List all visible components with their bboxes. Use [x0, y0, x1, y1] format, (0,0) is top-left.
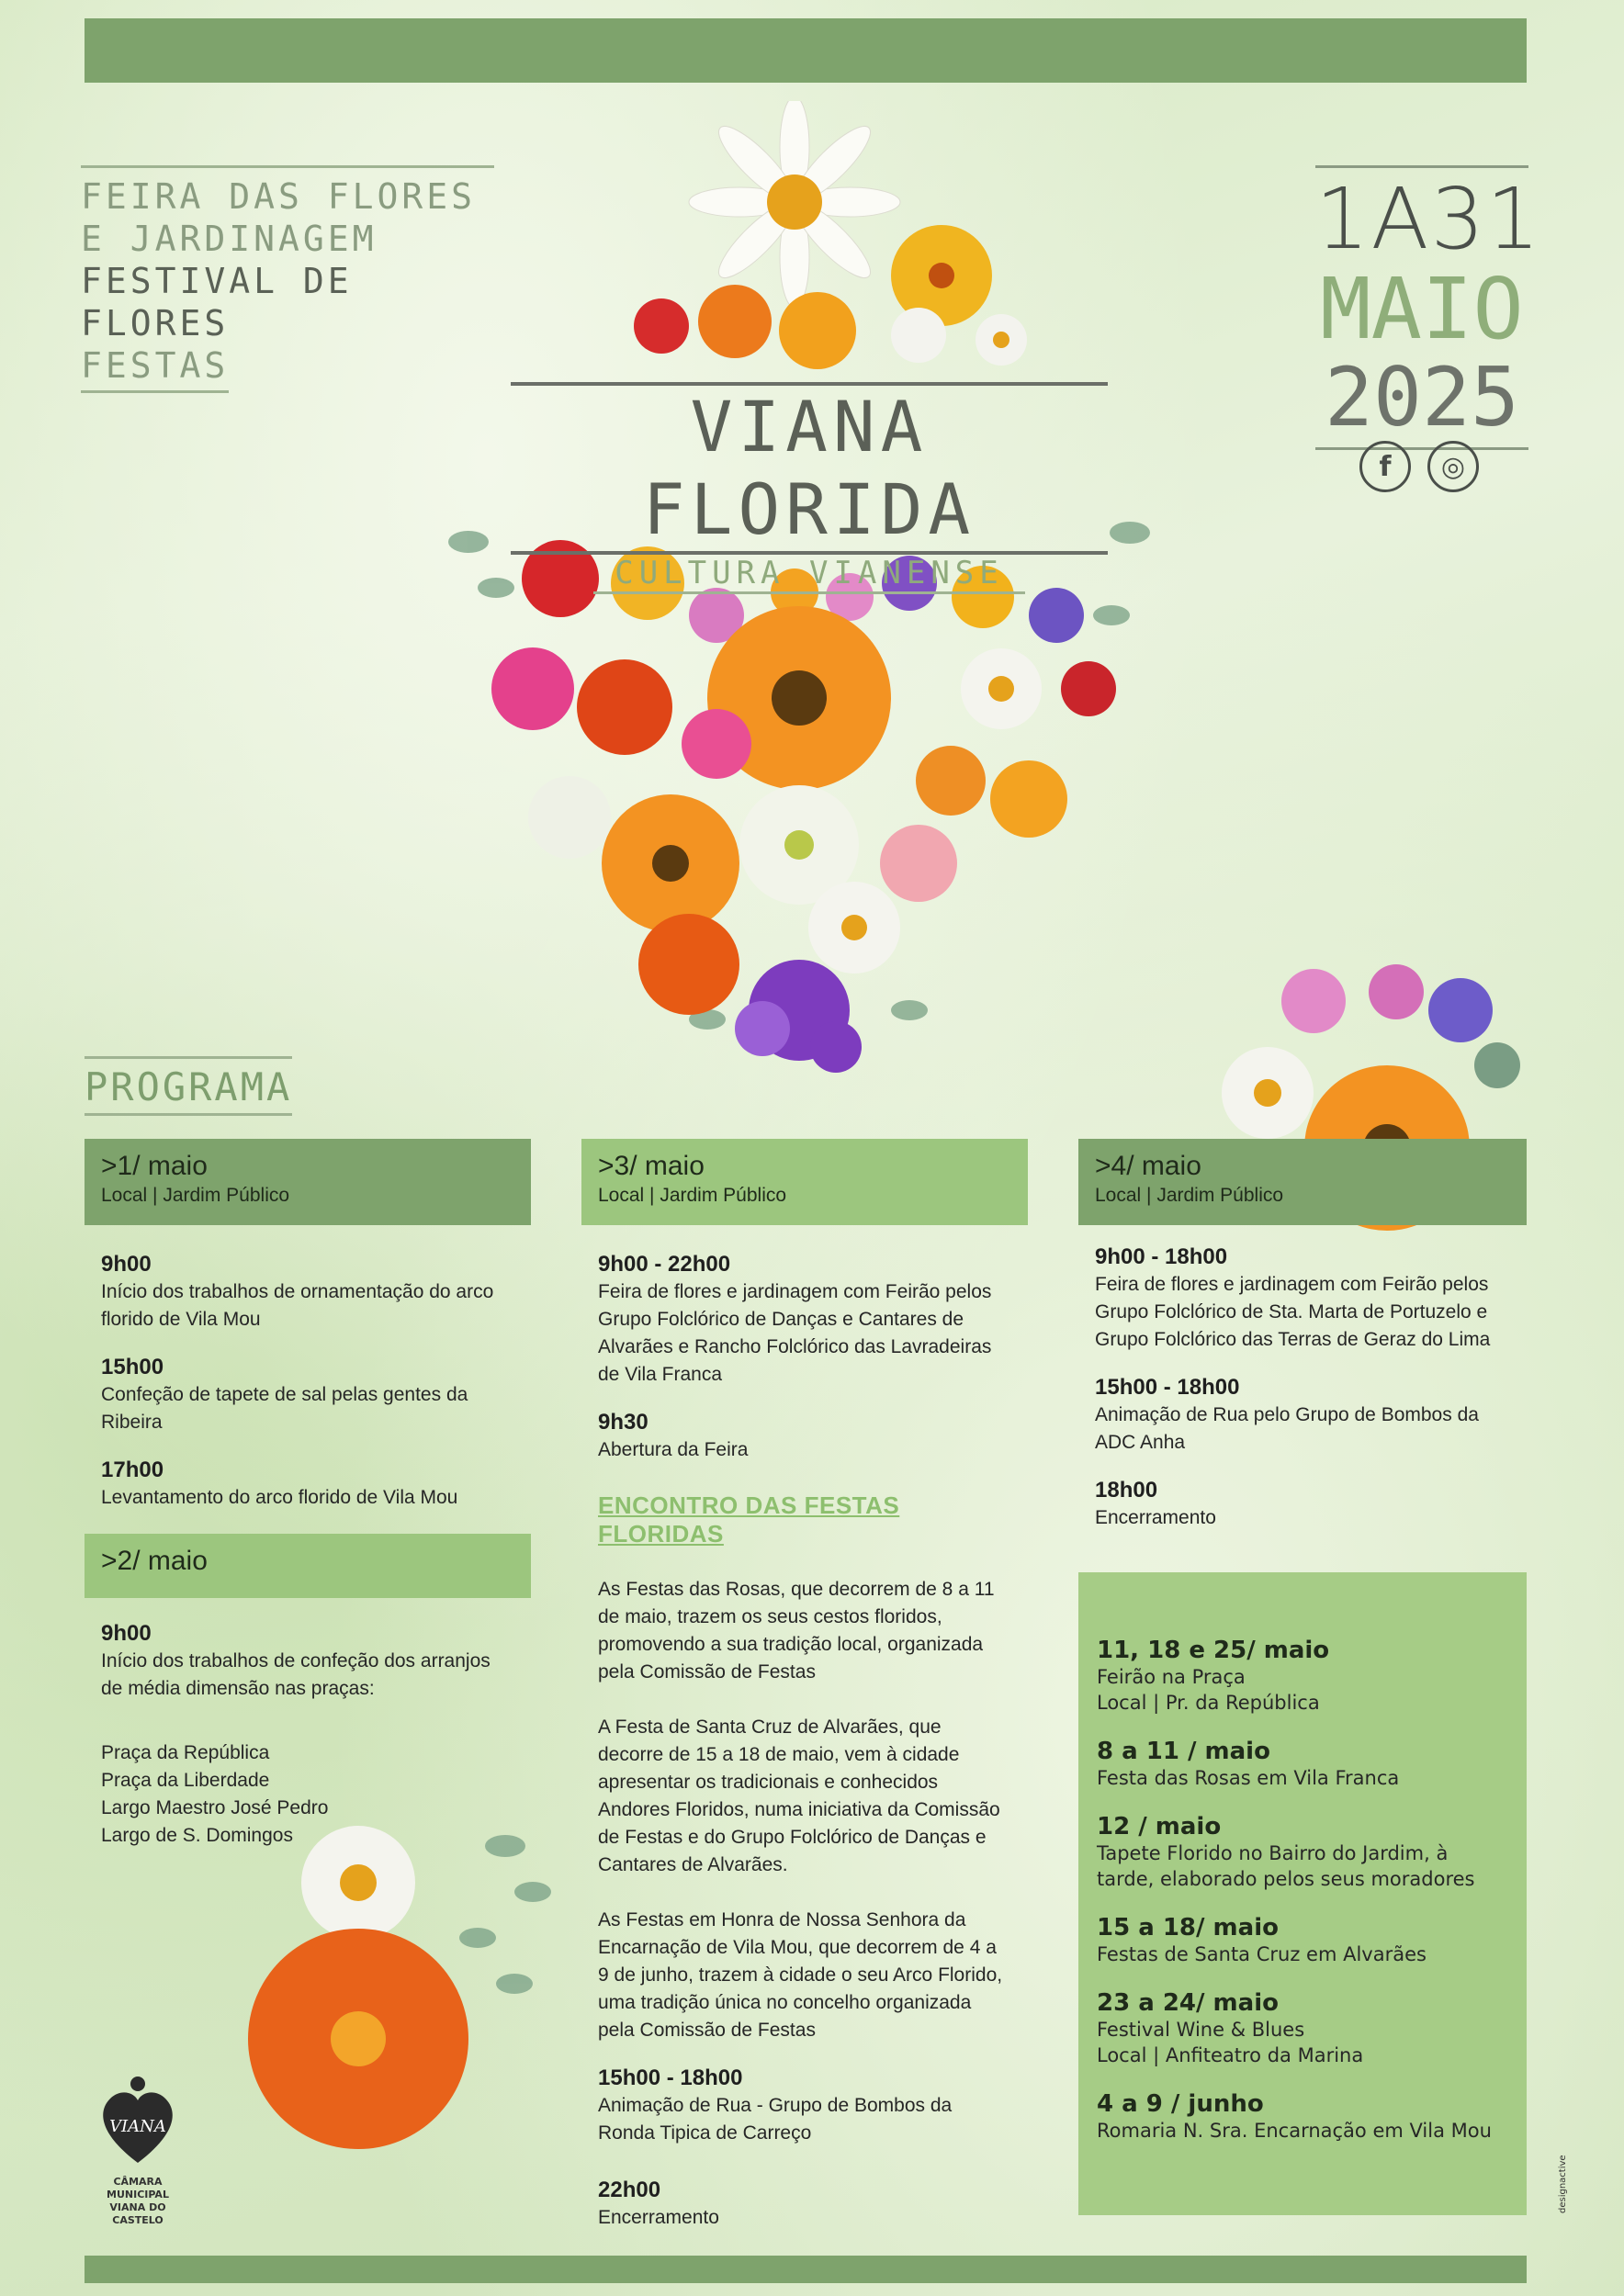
more-event-item: 15 a 18/ maio Festas de Santa Cruz em Alvarães [1097, 1914, 1427, 1965]
date-year: 2025 [1325, 350, 1519, 445]
paragraph: As Festas em Honra de Nossa Senhora da Encarnação de Vila Mou, que decorrem de 4 a 9 de junho, trazem à cidade o seu Arco Florido, uma tradição única no concelho organizada pela Comissão de Festas [598, 1909, 1003, 2041]
event-item: 18h00 Encerramento [1095, 1478, 1216, 1528]
more-event-item: 12 / maio Tapete Florido no Bairro do Jardim, à tarde, elaborado pelos seus moradores [1097, 1813, 1475, 1890]
day-1-date: >1/ maio [101, 1151, 208, 1181]
column-day-3 [581, 1139, 1028, 2232]
viana-florida-logo [511, 382, 1108, 594]
facebook-icon[interactable]: f [1359, 441, 1411, 492]
event-item: 15h00 - 18h00 Animação de Rua - Grupo de Bombos da Ronda Tipica de Carreço [598, 2065, 953, 2144]
event-item: 22h00 Encerramento [598, 2178, 719, 2228]
day-3-date: >3/ maio [598, 1151, 705, 1181]
designer-credit [1552, 2076, 1571, 2223]
more-event-item: 8 a 11 / maio Festa das Rosas em Vila Franca [1097, 1738, 1400, 1789]
social-links [1359, 441, 1479, 492]
date-range: 1A31 [1315, 170, 1542, 268]
day-2-header [85, 1534, 531, 1598]
programa-heading: PROGRAMA [85, 1056, 292, 1116]
day-3-local: Local | Jardim Público [598, 1185, 787, 1206]
places-list: Praça da República Praça da Liberdade Largo Maestro José Pedro Largo de S. Domingos [101, 1742, 329, 1846]
credit-text: designactive [1558, 2155, 1568, 2213]
more-event-item: 23 a 24/ maio Festival Wine & Blues Local | Anfiteatro da Marina [1097, 1989, 1364, 2066]
more-event-item: 4 a 9 / junho Romaria N. Sra. Encarnação em Vila Mou [1097, 2090, 1492, 2142]
more-events-box [1078, 1572, 1527, 2215]
paragraph: As Festas das Rosas, que decorrem de 8 a 11 de maio, trazem os seus cestos floridos, promovendo a sua tradição local, organizada pela Comissão de Festas [598, 1579, 995, 1683]
day-2-date: >2/ maio [101, 1546, 208, 1576]
event-item: 9h00 Início dos trabalhos de ornamentação do arco florido de Vila Mou [101, 1252, 494, 1330]
day-4-header [1078, 1139, 1527, 1225]
theme-1: FEIRA DAS FLORES [81, 176, 477, 217]
day-3-header [581, 1139, 1028, 1225]
logo-word: VIANA [109, 2117, 166, 2136]
event-item: 9h00 - 18h00 Feira de flores e jardinagem com Feirão pelos Grupo Folclórico de Sta. Marta de Portuzelo e Grupo Folclórico das Terras de Geraz do Lima [1095, 1244, 1491, 1350]
day-4-local: Local | Jardim Público [1095, 1185, 1284, 1206]
paragraph: A Festa de Santa Cruz de Alvarães, que decorre de 15 a 18 de maio, vem à cidade apresentar os tradicionais e conhecidos Andores Floridos, numa iniciativa da Comissão de Festas e do Grupo Folclórico de Danças e Cantares de Alvarães. [598, 1716, 1000, 1875]
event-item: 17h00 Levantamento do arco florido de Vila Mou [101, 1458, 458, 1508]
instagram-icon[interactable]: ◎ [1427, 441, 1479, 492]
column-day-4 [1078, 1139, 1527, 1532]
event-item: 9h00 Início dos trabalhos de confeção dos arranjos de média dimensão nas praças: [101, 1621, 491, 1699]
date-block [1315, 165, 1542, 450]
event-item: 9h30 Abertura da Feira [598, 1410, 749, 1460]
logo-rule-bottom [593, 591, 1025, 594]
event-item: 15h00 - 18h00 Animação de Rua pelo Grupo de Bombos da ADC Anha [1095, 1375, 1479, 1453]
day-1-header [85, 1139, 531, 1225]
date-month: MAIO [1320, 260, 1524, 358]
viana-heart-emblem [92, 2071, 184, 2172]
flower-bouquet-illustration [432, 101, 1167, 1111]
rose-flower [880, 825, 957, 902]
org-line-2: VIANA DO CASTELO [109, 2201, 166, 2226]
page-title: VIANA FLORIDA [642, 386, 976, 550]
daisy-flower [689, 101, 900, 308]
column-day-1 [85, 1139, 531, 1850]
org-line-1: CÂMARA MUNICIPAL [107, 2176, 169, 2200]
page-subtitle: CULTURA VIANENSE [615, 555, 1004, 591]
theme-2: E JARDINAGEM [81, 219, 378, 259]
day-4-date: >4/ maio [1095, 1151, 1201, 1181]
event-item: 15h00 Confeção de tapete de sal pelas gentes da Ribeira [101, 1355, 468, 1433]
camara-municipal-logo [83, 2071, 193, 2227]
bottom-banner-bar [85, 2256, 1527, 2283]
event-item: 9h00 - 22h00 Feira de flores e jardinagem com Feirão pelos Grupo Folclórico de Danças e Cantares de Alvarães e Rancho Folclórico das Lavradeiras de Vila Franca [598, 1252, 992, 1385]
flower-cluster-bottom [202, 1809, 570, 2158]
encontro-heading: ENCONTRO DAS FESTAS FLORIDAS [598, 1491, 900, 1548]
day-1-local: Local | Jardim Público [101, 1185, 290, 1206]
more-event-item: 11, 18 e 25/ maio Feirão na Praça Local | Pr. da República [1097, 1637, 1330, 1714]
carnation-flower [634, 298, 689, 354]
theme-4: FESTAS [81, 344, 229, 393]
theme-3: FESTIVAL DE FLORES [81, 261, 353, 343]
top-banner-bar [85, 18, 1527, 83]
